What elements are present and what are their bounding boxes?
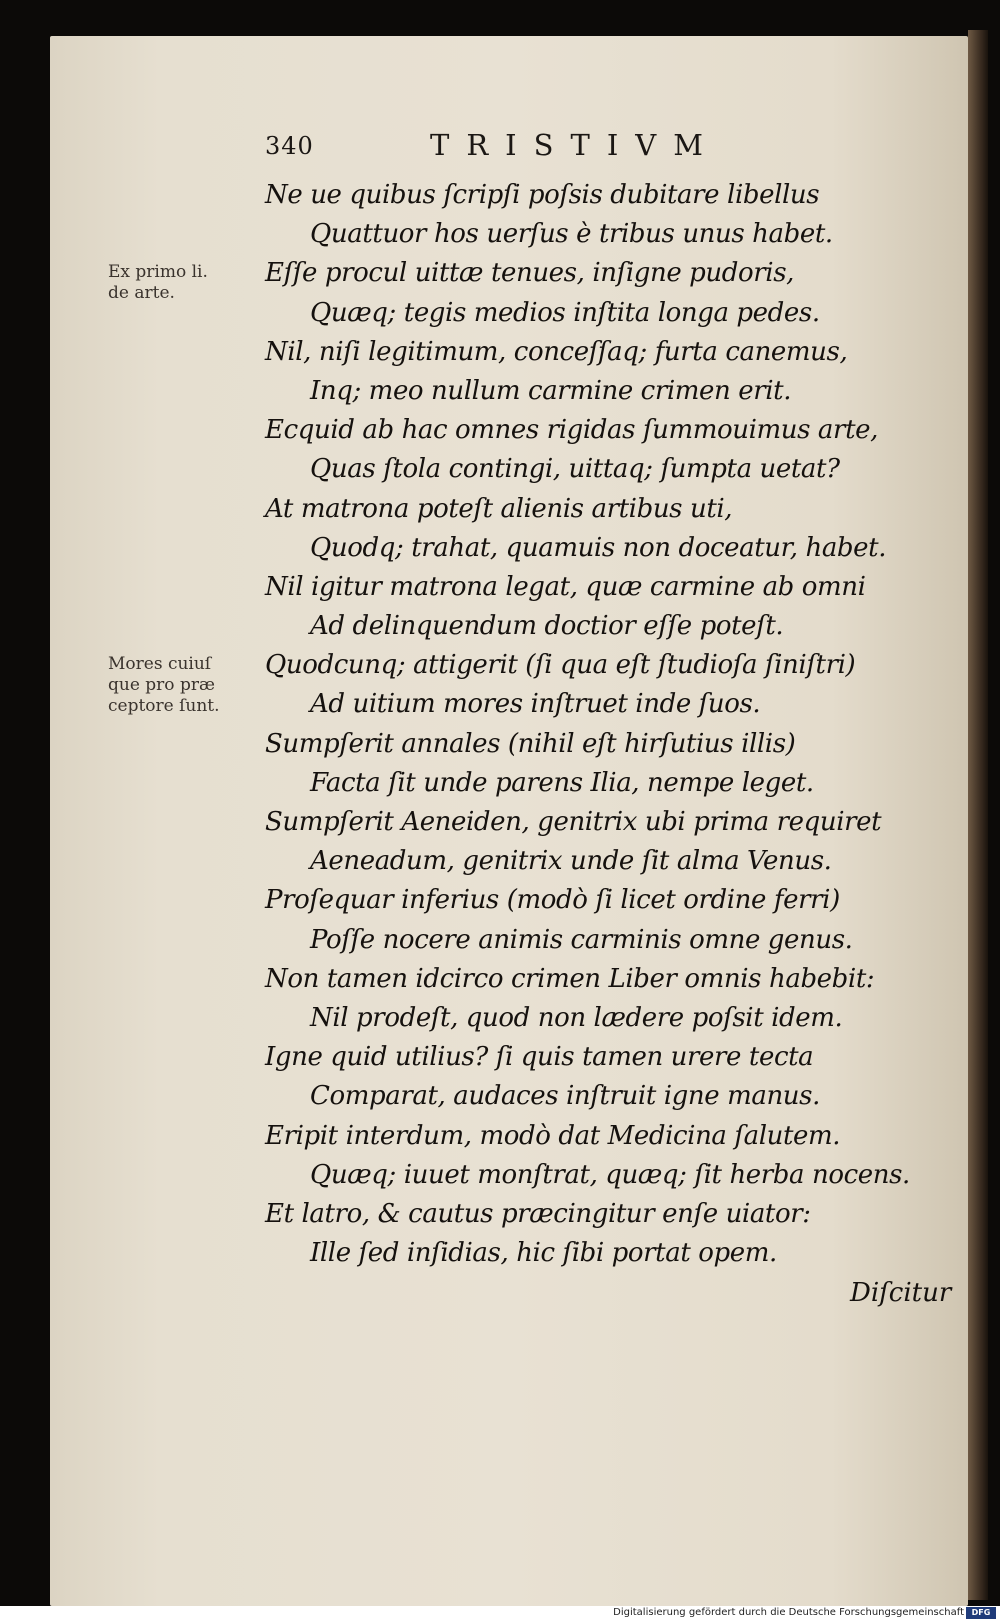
margin-note-line: Mores cuiuſ (108, 654, 212, 675)
margin-note-line: de arte. (108, 283, 175, 304)
page-number: 340 (265, 132, 314, 160)
verse-line: Non tamen idcirco crimen Liber omnis habebit: (265, 963, 875, 994)
verse-line: Ille ſed inſidias, hic ſibi portat opem. (310, 1238, 777, 1269)
verse-line: Ne ue quibus ſcripſi poſsis dubitare libellus (265, 180, 820, 210)
margin-note-line: que pro præ (108, 675, 215, 696)
verse-line: Poſſe nocere animis carminis omne genus. (310, 924, 853, 955)
verse-line: Proſequar inferius (modò ſi licet ordine ferri) (265, 885, 840, 916)
verse-line: Quæq; tegis medios inſtita longa pedes. (310, 297, 820, 328)
verse-line: At matrona poteſt alienis artibus uti, (265, 493, 733, 524)
verse-line: Igne quid utilius? ſi quis tamen urere tecta (265, 1042, 814, 1073)
book-edge (968, 30, 988, 1600)
verse-line: Et latro, & cautus præcingitur enſe uiator: (265, 1198, 811, 1229)
verse-line: Eripit interdum, modò dat Medicina ſalutem. (265, 1120, 841, 1151)
verse-line: Quodq; trahat, quamuis non doceatur, habet. (310, 532, 887, 563)
dfg-logo: DFG (966, 1607, 996, 1619)
verse-line: Eſſe procul uittæ tenues, inſigne pudoris, (265, 258, 795, 289)
margin-note-line: Ex primo li. (108, 262, 208, 283)
verse-line: Nil igitur matrona legat, quæ carmine ab omni (265, 571, 866, 602)
verse-line: Sumpſerit annales (nihil eſt hirſutius illis) (265, 728, 796, 759)
footer-bar (0, 1606, 1000, 1620)
margin-note (108, 654, 220, 717)
footer-credit: Digitalisierung gefördert durch die Deutsche Forschungsgemeinschaft (613, 1607, 964, 1618)
verse-line: Comparat, audaces inſtruit igne manus. (310, 1081, 820, 1112)
verse-line: Ad uitium mores inſtruet inde ſuos. (310, 689, 761, 720)
verse-line: Ad delinquendum doctior eſſe poteſt. (310, 611, 784, 642)
verse-line: Quattuor hos uerſus è tribus unus habet. (310, 219, 833, 250)
verse-line: Facta ſit unde parens Ilia, nempe leget. (310, 767, 814, 798)
verse-line: Inq; meo nullum carmine crimen erit. (310, 375, 792, 406)
verse-line: Ecquid ab hac omnes rigidas ſummouimus arte, (265, 415, 878, 446)
verse-line: Quas ſtola contingi, uittaq; ſumpta uetat? (310, 454, 840, 485)
catchword: Diſcitur (850, 1278, 952, 1308)
verse-line: Sumpſerit Aeneiden, genitrix ubi prima requiret (265, 807, 882, 837)
verse-line: Nil prodeſt, quod non lædere poſsit idem. (310, 1002, 843, 1033)
page-header (265, 128, 785, 168)
verse-line: Quodcunq; attigerit (ſi qua eſt ſtudioſa ſiniſtri) (265, 650, 856, 681)
verse-line: Quæq; iuuet monſtrat, quæq; ſit herba nocens. (310, 1159, 910, 1190)
verse-text (265, 176, 910, 1273)
margin-note-line: ceptore ſunt. (108, 696, 220, 717)
margin-note (108, 262, 208, 304)
verse-line: Nil, niſi legitimum, conceſſaq; furta canemus, (265, 336, 848, 367)
running-title: TRISTIVM (430, 128, 720, 162)
verse-line: Aeneadum, genitrix unde ſit alma Venus. (310, 846, 832, 877)
